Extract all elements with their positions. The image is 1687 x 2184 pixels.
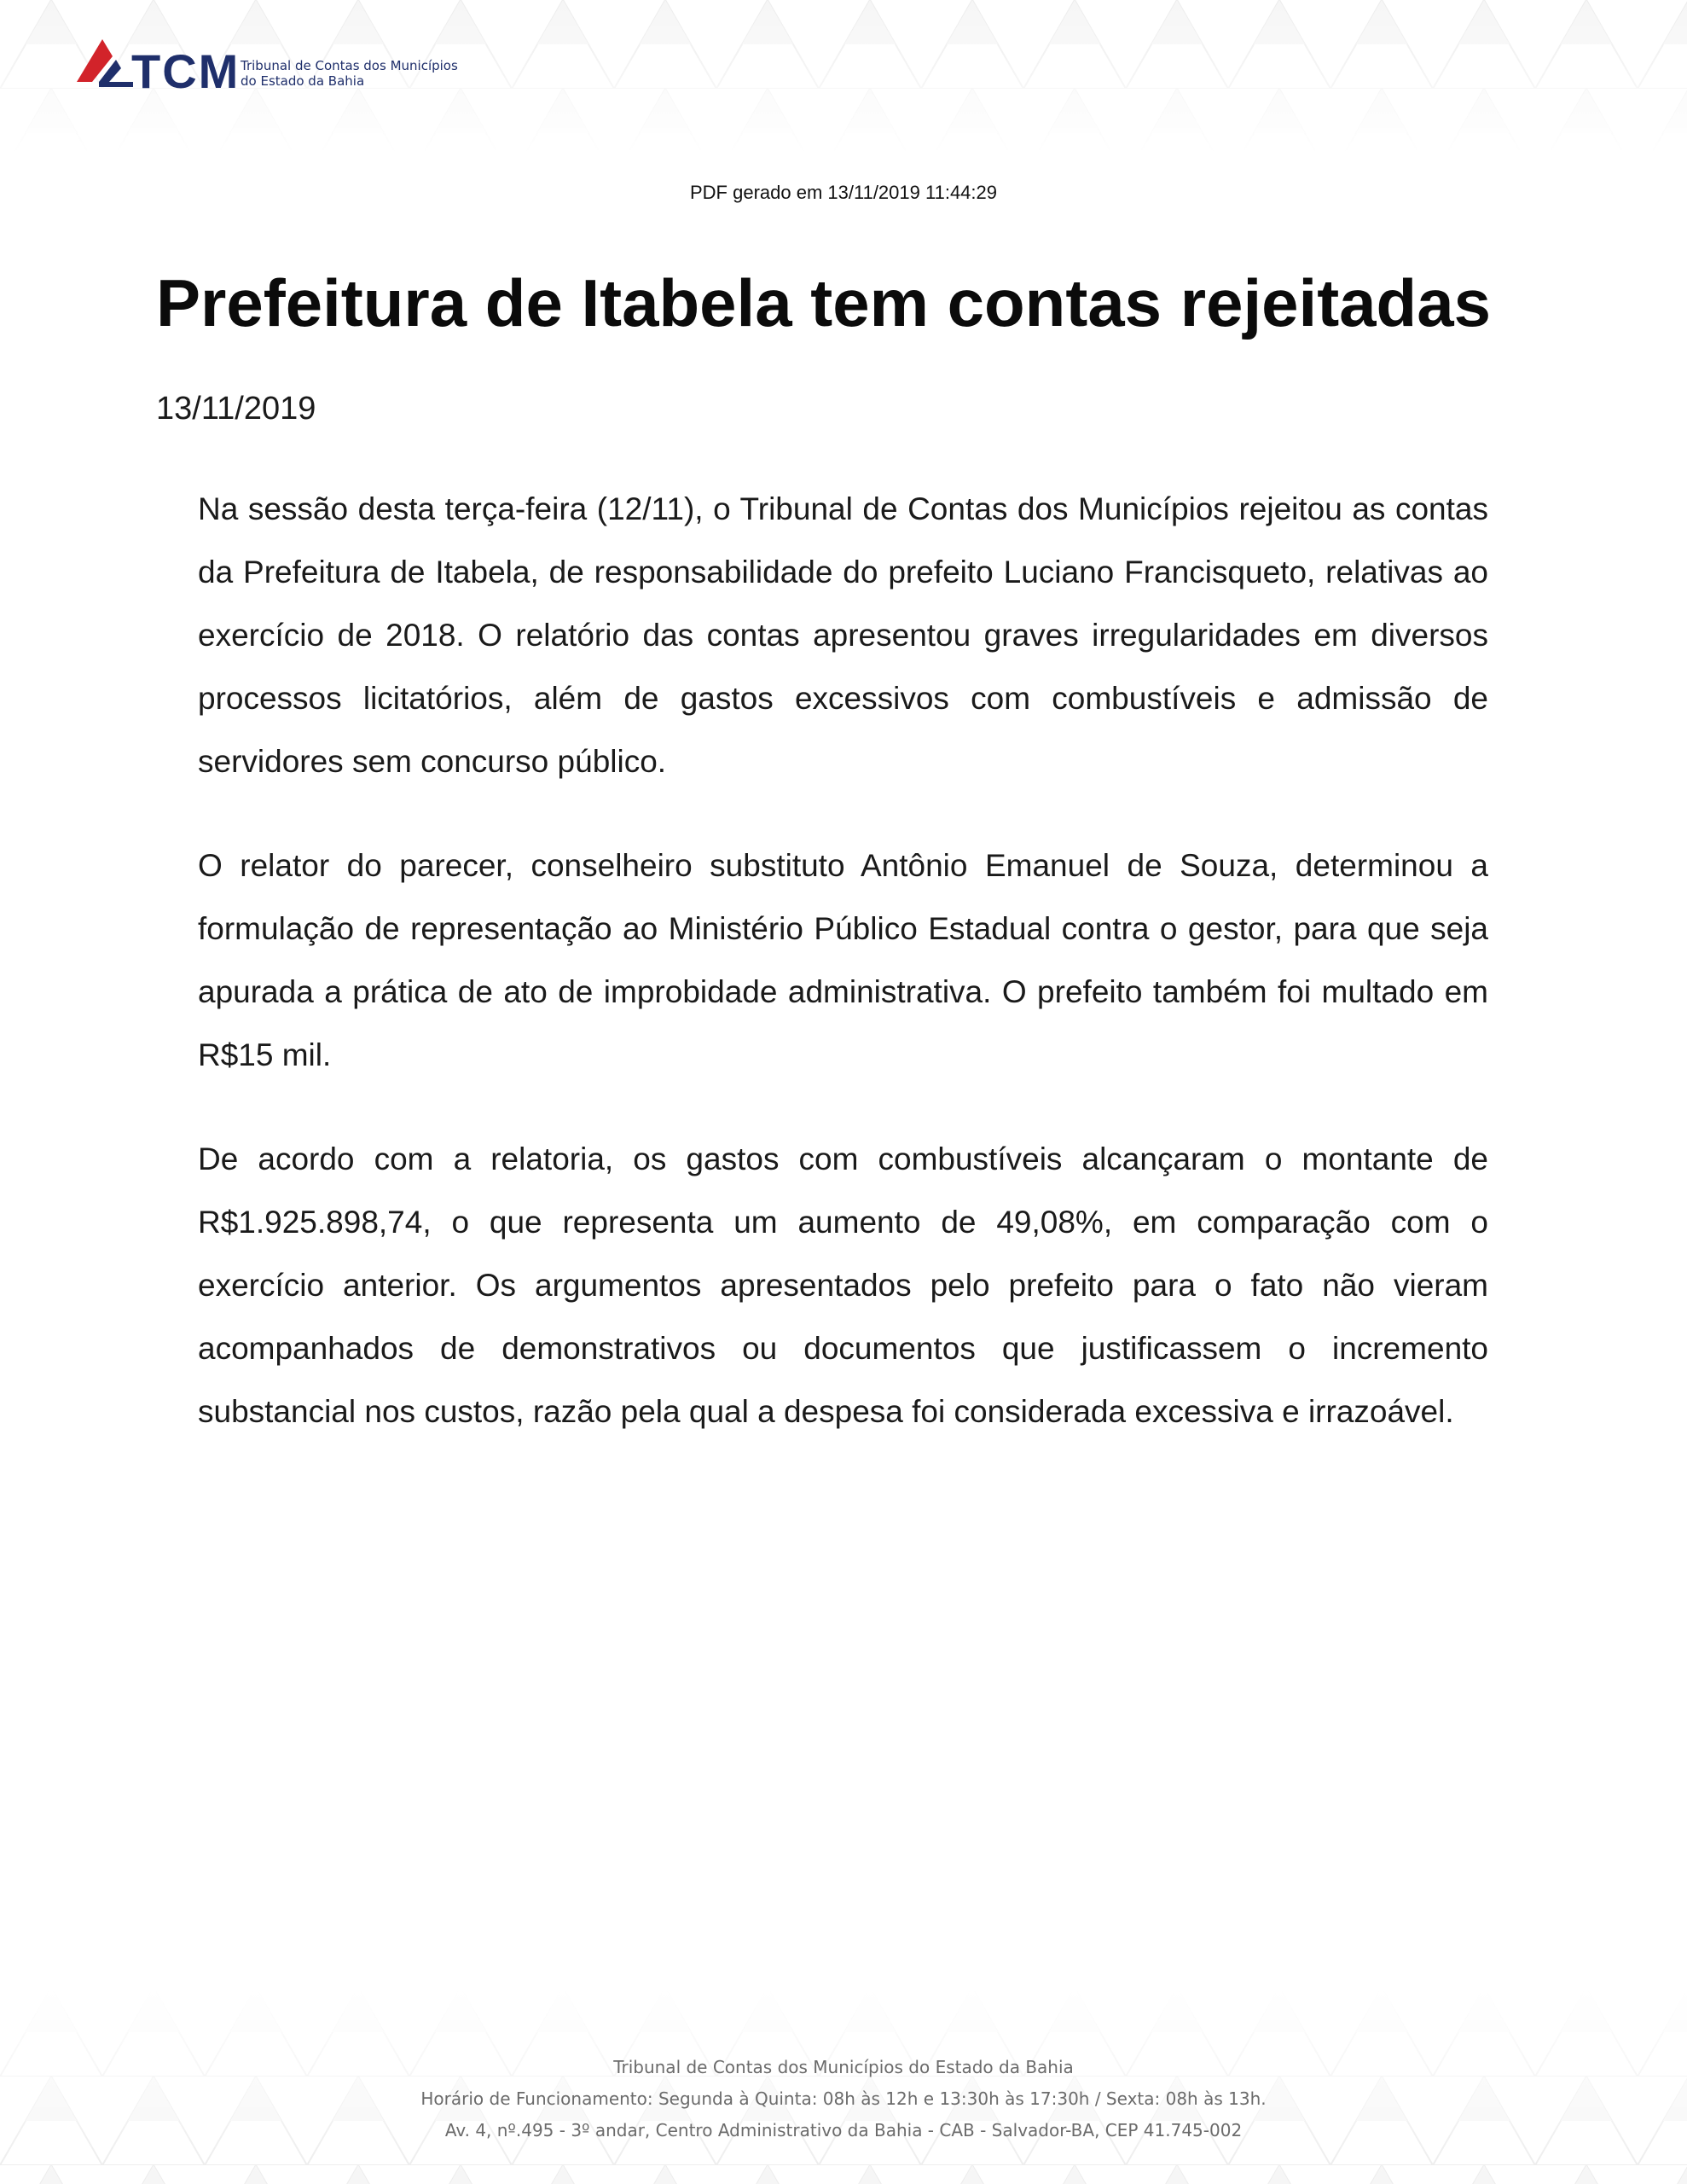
logo-acronym: TCM [131, 44, 241, 98]
logo-subtitle-line1: Tribunal de Contas dos Municípios [241, 58, 458, 73]
article-paragraph: De acordo com a relatoria, os gastos com combustíveis alcançaram o montante de R$1.925.898,74, o que representa um aumento de 49,08%, em comparação com o exercício anterior. Os argumentos apresentados pelo prefeito para o fato não vieram acompanhados de demonstrativos ou documentos que justificassem o incremento substancial nos custos, razão pela qual a despesa foi considerada excessiva e irrazoável. [198, 1141, 1488, 1429]
logo-subtitle-line2: do Estado da Bahia [241, 73, 365, 89]
page-footer [0, 2052, 1687, 2146]
article-date: 13/11/2019 [156, 391, 316, 427]
pdf-generated-timestamp: PDF gerado em 13/11/2019 11:44:29 [690, 182, 997, 203]
footer-address: Av. 4, nº.495 - 3º andar, Centro Administrativo da Bahia - CAB - Salvador-BA, CEP 41.745-002 [444, 2120, 1243, 2140]
footer-opening-hours: Horário de Funcionamento: Segunda à Quinta: 08h às 12h e 13:30h às 17:30h / Sexta: 08h às 13h. [420, 2088, 1267, 2109]
footer-institution: Tribunal de Contas dos Municípios do Estado da Bahia [613, 2057, 1074, 2077]
article-body [198, 478, 1488, 1484]
article-paragraph: O relator do parecer, conselheiro substituto Antônio Emanuel de Souza, determinou a formulação de representação ao Ministério Público Estadual contra o gestor, para que seja apurada a prática de ato de improbidade administrativa. O prefeito também foi multado em R$15 mil. [198, 848, 1488, 1072]
article-paragraph: Na sessão desta terça-feira (12/11), o Tribunal de Contas dos Municípios rejeitou as contas da Prefeitura de Itabela, de responsabilidade do prefeito Luciano Francisqueto, relativas ao exercício de 2018. O relatório das contas apresentou graves irregularidades em diversos processos licitatórios, além de gastos excessivos com combustíveis e admissão de servidores sem concurso público. [198, 491, 1488, 779]
article-title: Prefeitura de Itabela tem contas rejeitadas [156, 265, 1491, 340]
tcm-logo [73, 34, 458, 98]
